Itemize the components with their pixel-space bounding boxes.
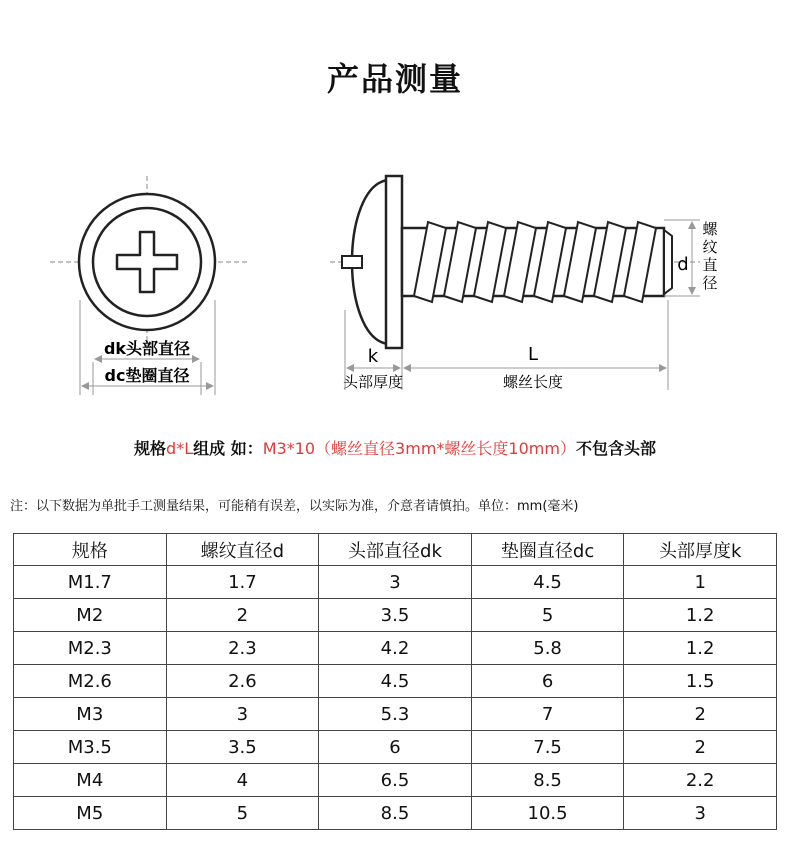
cell-spec: M2 — [14, 599, 167, 632]
cell-k: 1.2 — [624, 632, 777, 665]
d-symbol: d — [677, 254, 689, 275]
screw-side-view — [330, 176, 718, 391]
thread-diameter-char-1: 螺 — [702, 220, 718, 238]
cell-dk: 6 — [319, 731, 472, 764]
cell-d: 5 — [166, 797, 319, 830]
cell-spec: M2.6 — [14, 665, 167, 698]
cell-d: 3 — [166, 698, 319, 731]
thread-diameter-char-4: 径 — [702, 274, 718, 292]
spec-caption — [0, 436, 790, 459]
cell-dk: 5.3 — [319, 698, 472, 731]
cell-d: 3.5 — [166, 731, 319, 764]
cell-k: 2.2 — [624, 764, 777, 797]
caption-format: d*L — [166, 439, 194, 458]
cell-dc: 5 — [471, 599, 624, 632]
cell-k: 3 — [624, 797, 777, 830]
page-title: 产品测量 — [326, 60, 463, 98]
cell-dk: 3 — [319, 566, 472, 599]
cell-spec: M3.5 — [14, 731, 167, 764]
cell-dc: 8.5 — [471, 764, 624, 797]
table-row — [14, 698, 777, 731]
header-spec: 规格 — [14, 534, 167, 566]
cell-spec: M5 — [14, 797, 167, 830]
L-label: 螺丝长度 — [502, 373, 564, 391]
table-row — [14, 566, 777, 599]
cell-k: 2 — [624, 731, 777, 764]
cell-dc: 4.5 — [471, 566, 624, 599]
thread-diameter-char-2: 纹 — [702, 238, 718, 256]
cell-dk: 4.2 — [319, 632, 472, 665]
cell-dc: 10.5 — [471, 797, 624, 830]
cell-dk: 3.5 — [319, 599, 472, 632]
cell-spec: M2.3 — [14, 632, 167, 665]
L-symbol: L — [527, 344, 539, 365]
k-label: 头部厚度 — [342, 373, 404, 391]
caption-example: M3*10（螺丝直径3mm*螺丝长度10mm） — [262, 439, 576, 458]
cell-spec: M4 — [14, 764, 167, 797]
cell-dk: 8.5 — [319, 797, 472, 830]
caption-prefix: 规格 — [134, 439, 167, 458]
cell-d: 2 — [166, 599, 319, 632]
screw-diagram — [0, 150, 790, 400]
table-row — [14, 599, 777, 632]
measurement-note: 注：以下数据为单批手工测量结果，可能稍有误差，以实际为准，介意者请慎拍。单位：mm(毫米) — [10, 499, 579, 514]
cell-k: 2 — [624, 698, 777, 731]
cell-dk: 6.5 — [319, 764, 472, 797]
cell-k: 1.5 — [624, 665, 777, 698]
cell-spec: M1.7 — [14, 566, 167, 599]
cell-dc: 5.8 — [471, 632, 624, 665]
table-row — [14, 632, 777, 665]
cell-dc: 7 — [471, 698, 624, 731]
cell-spec: M3 — [14, 698, 167, 731]
cell-d: 4 — [166, 764, 319, 797]
table-row — [14, 797, 777, 830]
cell-k: 1.2 — [624, 599, 777, 632]
dc-label: dc垫圈直径 — [104, 366, 190, 385]
head-top-view — [50, 176, 250, 395]
cell-k: 1 — [624, 566, 777, 599]
spec-table — [13, 533, 777, 830]
header-washer-diameter: 垫圈直径dc — [471, 534, 624, 566]
cell-dk: 4.5 — [319, 665, 472, 698]
dk-label: dk头部直径 — [103, 339, 191, 358]
thread-diameter-char-3: 直 — [702, 256, 718, 274]
table-header-row — [14, 534, 777, 566]
table-row — [14, 731, 777, 764]
header-head-thickness: 头部厚度k — [624, 534, 777, 566]
table-row — [14, 665, 777, 698]
cell-dc: 7.5 — [471, 731, 624, 764]
table-row — [14, 764, 777, 797]
header-head-diameter: 头部直径dk — [319, 534, 472, 566]
cell-dc: 6 — [471, 665, 624, 698]
caption-middle: 组成 如： — [193, 439, 263, 458]
cell-d: 1.7 — [166, 566, 319, 599]
caption-suffix: 不包含头部 — [575, 439, 656, 458]
cell-d: 2.6 — [166, 665, 319, 698]
cell-d: 2.3 — [166, 632, 319, 665]
header-thread-diameter: 螺纹直径d — [166, 534, 319, 566]
k-symbol: k — [367, 346, 379, 367]
